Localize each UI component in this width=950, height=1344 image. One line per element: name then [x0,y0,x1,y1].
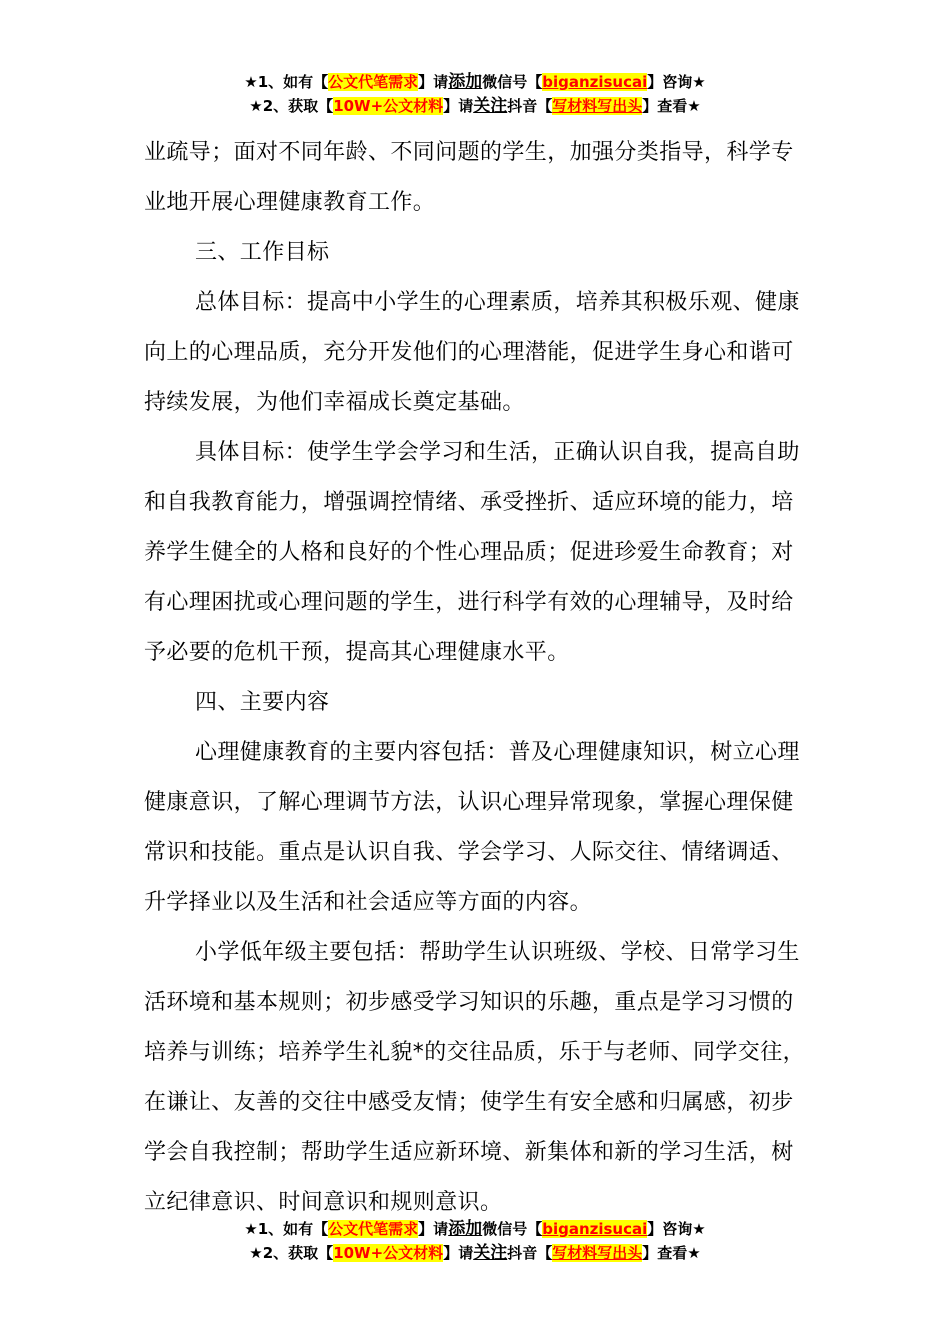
text-line: 在谦让、友善的交往中感受友情；使学生有安全感和归属感，初步 [144,1090,794,1115]
banner-text: 抖音【 [507,97,553,115]
text-line: 具体目标：使学生学会学习和生活，正确认识自我，提高自助 [195,440,800,465]
section-heading: 四、主要内容 [195,690,330,715]
banner-line-1 [0,70,950,94]
text-line: 和自我教育能力，增强调控情绪、承受挫折、适应环境的能力，培 [144,490,794,515]
footer-banner [0,1217,950,1265]
text-line: 小学低年级主要包括：帮助学生认识班级、学校、日常学习生 [195,940,800,965]
highlight-materials: 10W+公文材料 [333,97,444,115]
douyin-account: 写材料写出头 [552,1244,643,1262]
banner-text: 】查看★ [642,1244,701,1262]
text-line: 学会自我控制；帮助学生适应新环境、新集体和新的学习生活，树 [144,1140,794,1165]
wechat-id: biganzisucai [542,73,648,91]
banner-text: ★2、获取【 [249,1244,334,1262]
banner-line-1 [0,1217,950,1241]
banner-text: 】请 [418,1220,449,1238]
banner-line-2 [0,1241,950,1265]
header-banner [0,70,950,118]
banner-text: 抖音【 [507,1244,553,1262]
banner-text: ★2、获取【 [249,97,334,115]
banner-text: 】咨询★ [647,73,706,91]
text-line: 升学择业以及生活和社会适应等方面的内容。 [144,890,593,915]
text-line: 总体目标：提高中小学生的心理素质，培养其积极乐观、健康 [195,290,800,315]
text-line: 持续发展，为他们幸福成长奠定基础。 [144,390,525,415]
banner-text: 微信号【 [482,1220,543,1238]
document-body [144,128,804,1228]
highlight-service: 公文代笔需求 [328,73,419,91]
banner-text: 】咨询★ [647,1220,706,1238]
text-line: 予必要的危机干预，提高其心理健康水平。 [144,640,570,665]
emphasis-follow: 关注 [473,1243,508,1263]
banner-text: 】查看★ [642,97,701,115]
highlight-materials: 10W+公文材料 [333,1244,444,1262]
text-line: 立纪律意识、时间意识和规则意识。 [144,1190,503,1215]
douyin-account: 写材料写出头 [552,97,643,115]
text-line: 活环境和基本规则；初步感受学习知识的乐趣，重点是学习习惯的 [144,990,794,1015]
text-line: 业疏导；面对不同年龄、不同问题的学生，加强分类指导，科学专 [144,140,794,165]
text-line: 业地开展心理健康教育工作。 [144,190,436,215]
text-line: 养学生健全的人格和良好的个性心理品质；促进珍爱生命教育；对 [144,540,794,565]
text-line: 培养与训练；培养学生礼貌*的交往品质，乐于与老师、同学交往， [144,1040,806,1065]
banner-text: 】请 [418,73,449,91]
banner-line-2 [0,94,950,118]
highlight-service: 公文代笔需求 [328,1220,419,1238]
banner-text: 】请 [443,1244,474,1262]
banner-text: 】请 [443,97,474,115]
wechat-id: biganzisucai [542,1220,648,1238]
text-line: 有心理困扰或心理问题的学生，进行科学有效的心理辅导，及时给 [144,590,794,615]
section-heading: 三、工作目标 [195,240,330,265]
text-line: 向上的心理品质，充分开发他们的心理潜能，促进学生身心和谐可 [144,340,794,365]
banner-text: ★1、如有【 [244,73,329,91]
emphasis-follow: 关注 [473,96,508,116]
banner-text: ★1、如有【 [244,1220,329,1238]
text-line: 健康意识，了解心理调节方法，认识心理异常现象，掌握心理保健 [144,790,794,815]
emphasis-add: 添加 [448,72,483,92]
text-line: 常识和技能。重点是认识自我、学会学习、人际交往、情绪调适、 [144,840,794,865]
banner-text: 微信号【 [482,73,543,91]
text-line: 心理健康教育的主要内容包括：普及心理健康知识，树立心理 [195,740,800,765]
emphasis-add: 添加 [448,1219,483,1239]
